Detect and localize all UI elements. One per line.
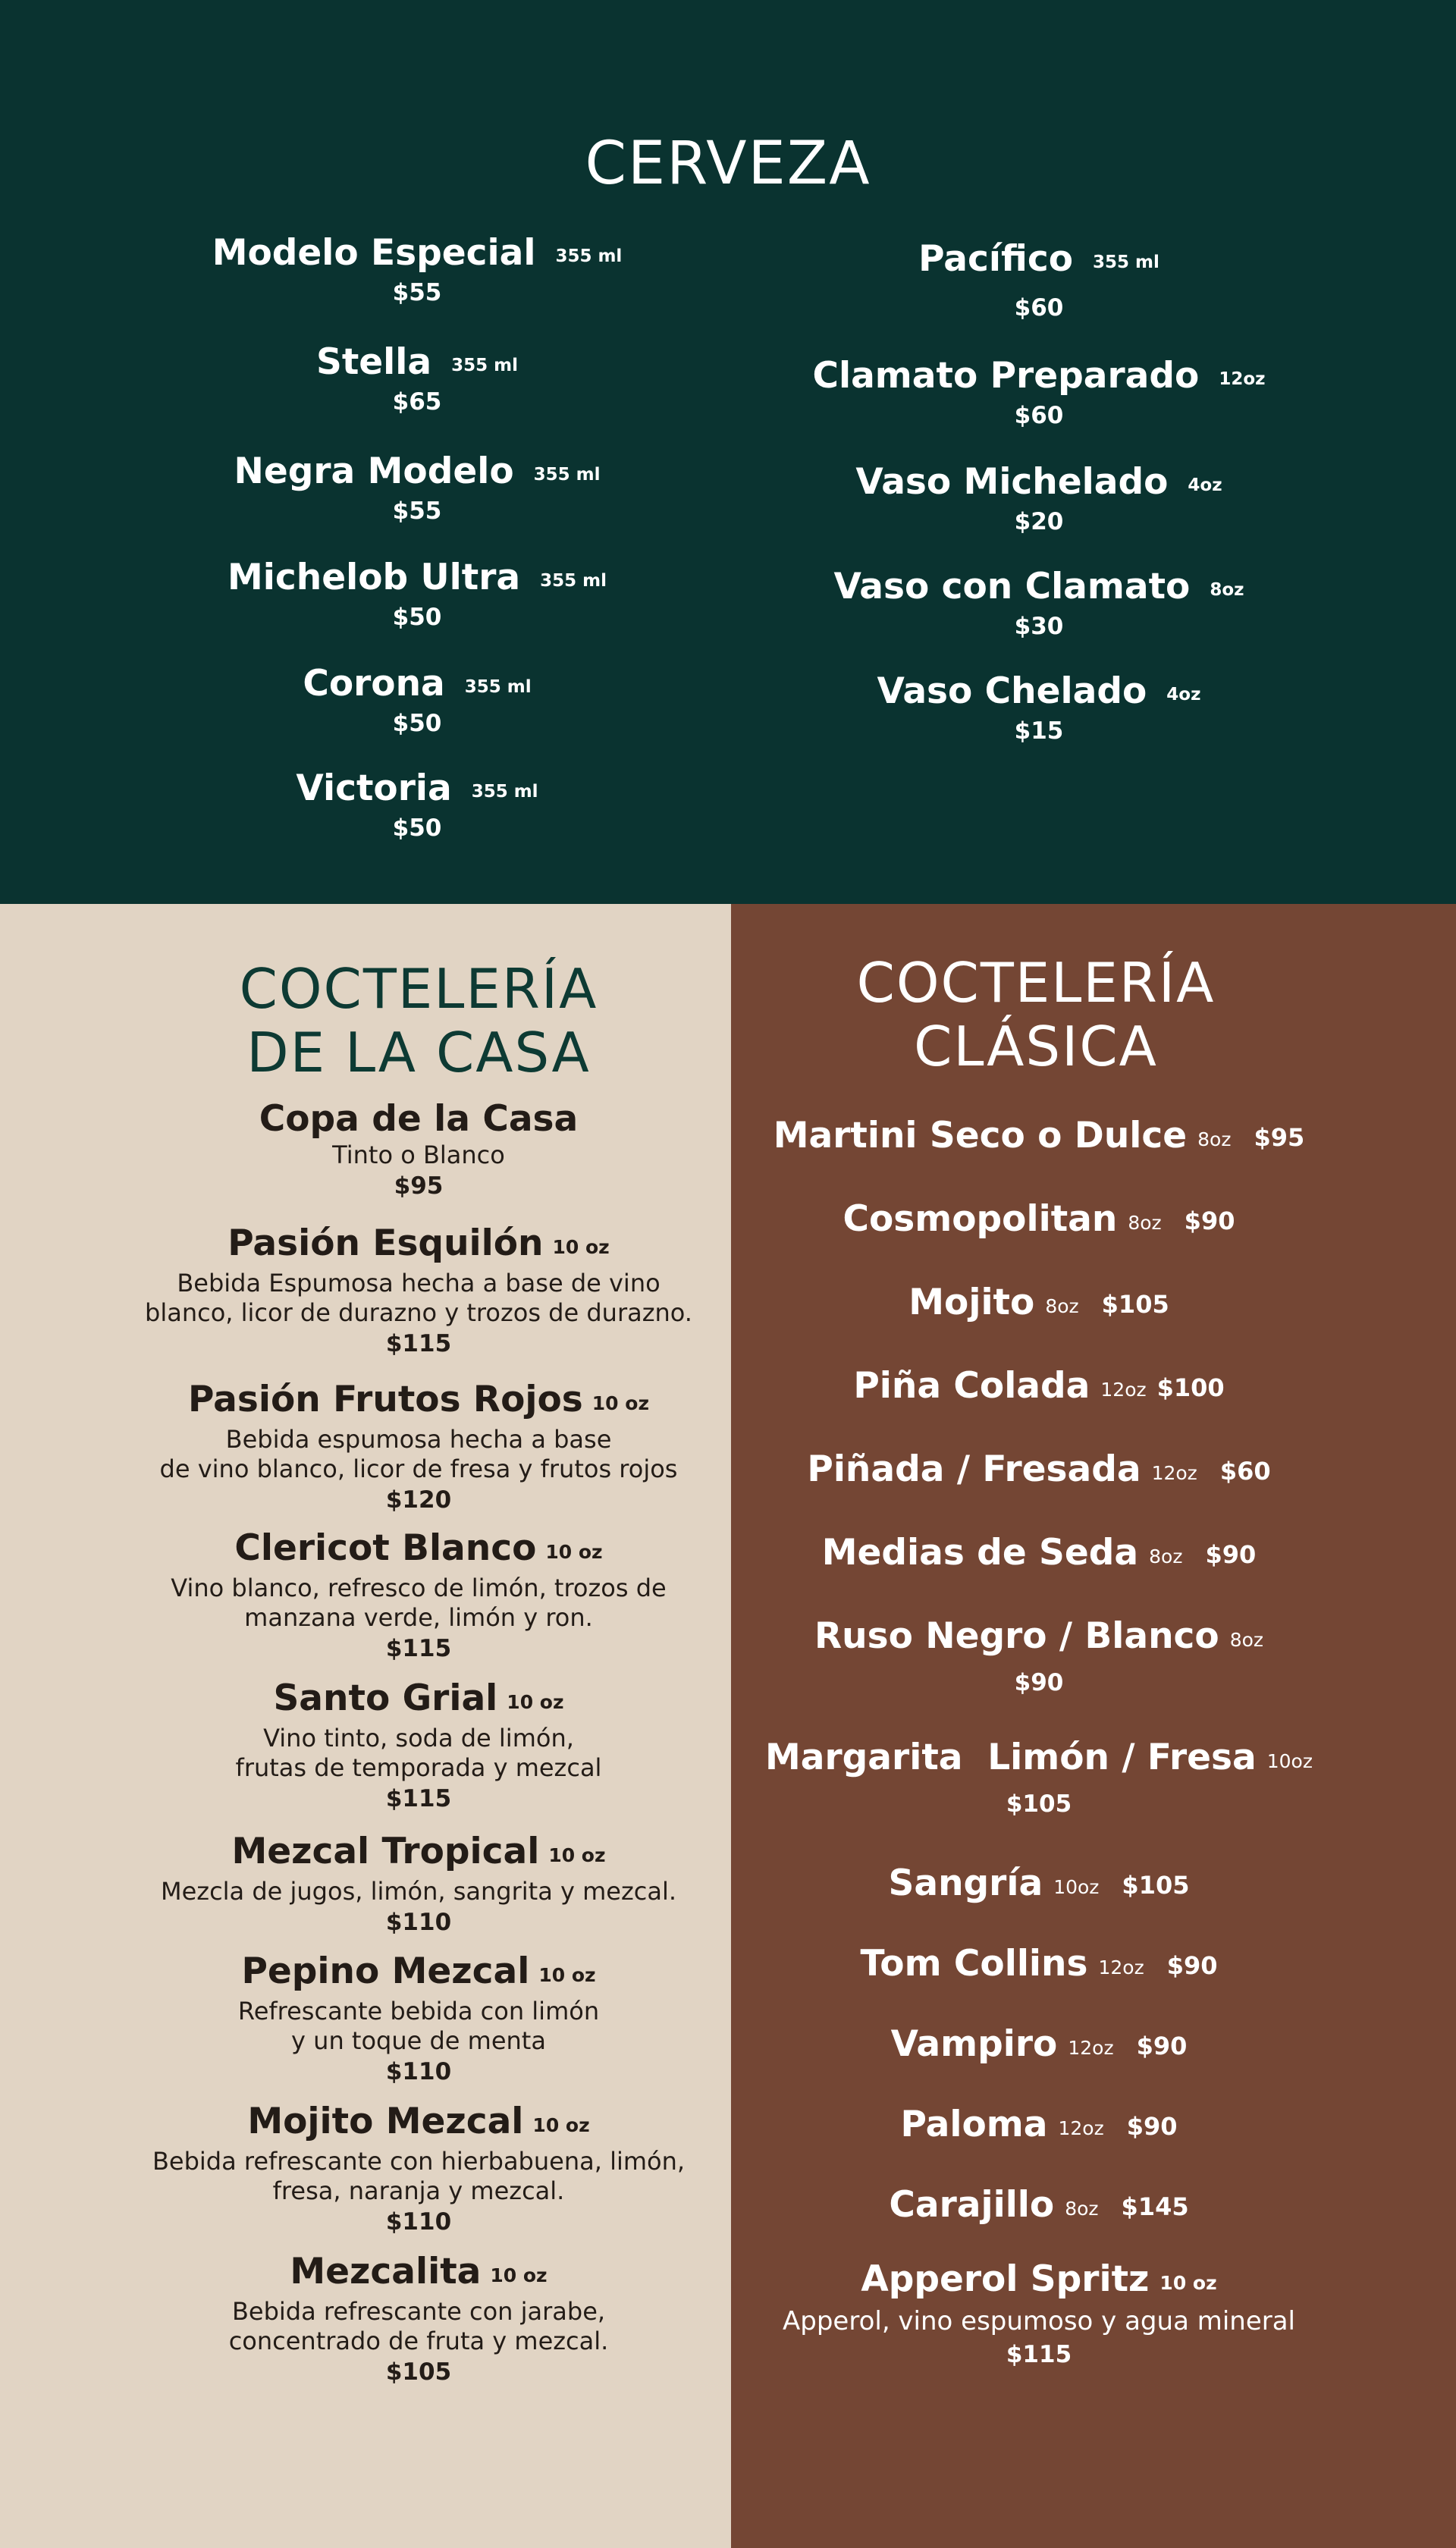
- cocktail-name: Tom Collins: [860, 1943, 1088, 1985]
- cocktail-price: $90: [1205, 1540, 1257, 1569]
- cocktail-price: $115: [385, 1785, 452, 1812]
- cocktail-size: 8oz: [1128, 1212, 1162, 1234]
- classic-cocktail-item: [731, 1448, 1347, 1495]
- house-cocktail-item: [30, 1950, 807, 2088]
- cocktail-size: 8oz: [1229, 1629, 1264, 1651]
- classic-cocktail-item: [731, 2104, 1347, 2150]
- classic-cocktail-item: [731, 2184, 1347, 2230]
- cocktail-name: Mezcal Tropical: [231, 1831, 540, 1872]
- cocktail-price: $90: [1014, 1669, 1064, 1696]
- beer-price: $55: [392, 279, 442, 306]
- cocktail-name: Pepino Mezcal: [241, 1950, 530, 1992]
- house-cocktail-item: [30, 2251, 807, 2388]
- classic-cocktail-item: [731, 1737, 1347, 1821]
- cocktail-name: Mojito: [908, 1282, 1035, 1323]
- cocktail-name: Santo Grial: [273, 1677, 498, 1719]
- beer-name: Michelob Ultra: [228, 557, 521, 598]
- cocktail-description: manzana verde, limón y ron.: [244, 1603, 593, 1632]
- classic-cocktail-item: [731, 1532, 1347, 1578]
- cocktail-size: 12oz: [1068, 2037, 1114, 2059]
- cocktail-description: Vino blanco, refresco de limón, trozos de: [171, 1574, 667, 1602]
- cocktail-price: $110: [385, 2058, 452, 2085]
- cocktail-size: 10 oz: [592, 1392, 650, 1414]
- beer-name: Pacífico: [918, 238, 1073, 280]
- beer-price: $55: [392, 497, 442, 525]
- clasica-title-line2: CLÁSICA: [914, 1015, 1158, 1078]
- cocteleria-casa-section: [0, 904, 731, 2548]
- beer-size: 355 ml: [533, 465, 601, 485]
- cocktail-name: Clericot Blanco: [234, 1527, 537, 1569]
- cocktail-name: Medias de Seda: [821, 1532, 1139, 1574]
- cocktail-size: 10 oz: [1159, 2272, 1217, 2294]
- beer-name: Modelo Especial: [212, 232, 536, 274]
- cocktail-name: Copa de la Casa: [259, 1098, 579, 1140]
- beer-price: $60: [1014, 402, 1064, 429]
- cocktail-size: 10oz: [1266, 1750, 1313, 1772]
- beer-size: 4oz: [1166, 685, 1201, 704]
- beer-item: [698, 670, 1380, 746]
- beer-price: $65: [392, 388, 442, 416]
- cocktail-size: 8oz: [1149, 1545, 1183, 1567]
- cocktail-price: $115: [385, 1635, 452, 1662]
- cocktail-price: $120: [385, 1486, 452, 1514]
- classic-cocktail-item: [731, 1198, 1347, 1244]
- clasica-title: [731, 951, 1341, 1078]
- cocktail-size: 12oz: [1098, 1956, 1144, 1978]
- beer-size: 355 ml: [555, 246, 623, 266]
- cocktail-size: 8oz: [1065, 2198, 1099, 2220]
- beer-name: Vaso Chelado: [877, 670, 1147, 712]
- cocktail-name: Ruso Negro / Blanco: [814, 1615, 1219, 1657]
- cocktail-size: 10 oz: [490, 2264, 548, 2286]
- cocktail-name: Martini Seco o Dulce: [773, 1115, 1188, 1156]
- beer-price: $30: [1014, 613, 1064, 640]
- cocktail-description: Bebida Espumosa hecha a base de vino: [177, 1269, 661, 1298]
- house-cocktail-item: [30, 1098, 807, 1202]
- beer-name: Clamato Preparado: [812, 355, 1200, 397]
- cocktail-description: Bebida espumosa hecha a base: [225, 1425, 612, 1454]
- beer-size: 355 ml: [540, 571, 607, 591]
- cocktail-price: $110: [385, 2208, 452, 2236]
- cocktail-size: 8oz: [1045, 1295, 1079, 1317]
- beer-size: 8oz: [1210, 580, 1244, 600]
- cerveza-title: CERVEZA: [585, 130, 871, 198]
- beer-item: [698, 566, 1380, 642]
- cocktail-name: Pasión Esquilón: [228, 1222, 544, 1264]
- cocktail-name: Cosmopolitan: [843, 1198, 1118, 1240]
- cocktail-description: concentrado de fruta y mezcal.: [228, 2327, 609, 2355]
- cocktail-price: $95: [1254, 1123, 1305, 1152]
- beer-size: 12oz: [1219, 369, 1266, 389]
- cocktail-size: 10 oz: [538, 1964, 596, 1986]
- house-cocktail-item: [30, 2101, 807, 2238]
- classic-cocktail-item: [731, 1862, 1347, 1909]
- cocktail-price: $105: [385, 2358, 452, 2386]
- cocktail-description: frutas de temporada y mezcal: [235, 1753, 602, 1782]
- cocktail-size: 10 oz: [507, 1691, 564, 1713]
- cocktail-name: Sangría: [888, 1862, 1043, 1904]
- classic-cocktail-item: [731, 2258, 1347, 2371]
- casa-title-line2: DE LA CASA: [246, 1021, 591, 1084]
- house-cocktail-item: [30, 1379, 807, 1516]
- beer-name: Negra Modelo: [234, 450, 514, 492]
- beer-item: [76, 450, 758, 526]
- cocktail-price: $100: [1156, 1373, 1225, 1402]
- house-cocktail-item: [30, 1222, 807, 1360]
- beer-size: 4oz: [1188, 475, 1222, 495]
- cocktail-description: y un toque de menta: [291, 2026, 546, 2055]
- cocktail-size: 12oz: [1151, 1462, 1197, 1484]
- beer-price: $15: [1014, 717, 1064, 745]
- beer-item: [76, 767, 758, 843]
- cocktail-size: 10 oz: [532, 2114, 590, 2136]
- beer-name: Vaso con Clamato: [833, 566, 1191, 607]
- cocktail-description: Tinto o Blanco: [332, 1141, 505, 1169]
- beer-size: 355 ml: [451, 356, 518, 375]
- cocktail-description: Vino tinto, soda de limón,: [263, 1724, 574, 1753]
- cocktail-name: Mezcalita: [290, 2251, 482, 2292]
- classic-cocktail-item: [731, 2023, 1347, 2069]
- beer-item: [76, 232, 758, 308]
- cocktail-name: Carajillo: [889, 2184, 1055, 2226]
- beer-price: $50: [392, 814, 442, 842]
- cocktail-description: Bebida refrescante con hierbabuena, limón,: [152, 2147, 686, 2176]
- cocktail-size: 8oz: [1197, 1128, 1232, 1150]
- cocktail-price: $145: [1121, 2192, 1189, 2221]
- cocktail-size: 10 oz: [545, 1541, 603, 1563]
- cocktail-name: Mojito Mezcal: [247, 2101, 524, 2142]
- cocktail-description: Bebida refrescante con jarabe,: [231, 2297, 606, 2326]
- cocktail-description: Apperol, vino espumoso y agua mineral: [783, 2306, 1295, 2336]
- beer-item: [698, 461, 1380, 537]
- cocktail-price: $115: [1006, 2341, 1072, 2368]
- classic-cocktail-item: [731, 1615, 1347, 1699]
- cocktail-price: $105: [1122, 1871, 1190, 1900]
- cocktail-name: Paloma: [900, 2104, 1048, 2145]
- cocteleria-clasica-section: [731, 904, 1456, 2548]
- beer-size: 355 ml: [1092, 253, 1159, 272]
- house-cocktail-item: [30, 1831, 807, 1938]
- cerveza-section: [0, 0, 1456, 904]
- cocktail-description: de vino blanco, licor de fresa y frutos rojos: [159, 1454, 678, 1483]
- beer-item: [76, 663, 758, 739]
- house-cocktail-item: [30, 1677, 807, 1815]
- cocktail-price: $90: [1184, 1207, 1235, 1235]
- classic-cocktail-item: [731, 1282, 1347, 1328]
- cocktail-price: $90: [1126, 2112, 1178, 2141]
- cocktail-name: Margarita Limón / Fresa: [765, 1737, 1257, 1778]
- beer-item: [698, 355, 1380, 431]
- beer-name: Stella: [315, 341, 432, 383]
- cocktail-description: blanco, licor de durazno y trozos de durazno.: [145, 1298, 692, 1327]
- beer-price: $50: [392, 710, 442, 737]
- classic-cocktail-item: [731, 1115, 1347, 1161]
- cocktail-name: Pasión Frutos Rojos: [187, 1379, 583, 1420]
- cocktail-price: $90: [1136, 2032, 1188, 2060]
- cocktail-size: 12oz: [1058, 2117, 1104, 2139]
- cocktail-price: $95: [394, 1172, 444, 1200]
- cocktail-description: Refrescante bebida con limón: [237, 1997, 600, 2026]
- casa-title-line1: COCTELERÍA: [239, 957, 598, 1021]
- beer-size: 355 ml: [464, 677, 532, 697]
- house-cocktail-item: [30, 1527, 807, 1665]
- cocktail-price: $90: [1166, 1951, 1218, 1980]
- beer-name: Corona: [303, 663, 445, 704]
- cocktail-description: Mezcla de jugos, limón, sangrita y mezcal.: [160, 1877, 677, 1906]
- beer-size: 355 ml: [471, 782, 538, 802]
- cocktail-name: Vampiro: [890, 2023, 1058, 2065]
- beer-item: [76, 341, 758, 417]
- casa-title: [0, 957, 837, 1084]
- cocktail-size: 12oz: [1100, 1379, 1147, 1401]
- beer-name: Victoria: [296, 767, 452, 809]
- classic-cocktail-item: [731, 1943, 1347, 1989]
- beer-item: [698, 238, 1380, 323]
- classic-cocktail-item: [731, 1365, 1347, 1411]
- beer-name: Vaso Michelado: [855, 461, 1169, 503]
- beer-item: [76, 557, 758, 632]
- clasica-title-line1: COCTELERÍA: [856, 951, 1216, 1015]
- cocktail-description: fresa, naranja y mezcal.: [272, 2176, 565, 2205]
- cocktail-price: $115: [385, 1330, 452, 1357]
- cocktail-size: 10 oz: [552, 1236, 610, 1258]
- cocktail-name: Piñada / Fresada: [807, 1448, 1141, 1490]
- cocktail-price: $105: [1006, 1790, 1072, 1818]
- cocktail-name: Apperol Spritz: [861, 2258, 1150, 2300]
- cocktail-name: Piña Colada: [853, 1365, 1090, 1407]
- cocktail-price: $60: [1219, 1457, 1271, 1486]
- beer-price: $20: [1014, 508, 1064, 535]
- beer-price: $50: [392, 604, 442, 631]
- cocktail-size: 10oz: [1053, 1876, 1100, 1898]
- cocktail-price: $110: [385, 1909, 452, 1936]
- beer-price: $60: [1014, 294, 1064, 322]
- cocktail-price: $105: [1101, 1290, 1169, 1319]
- cocktail-size: 10 oz: [548, 1844, 606, 1866]
